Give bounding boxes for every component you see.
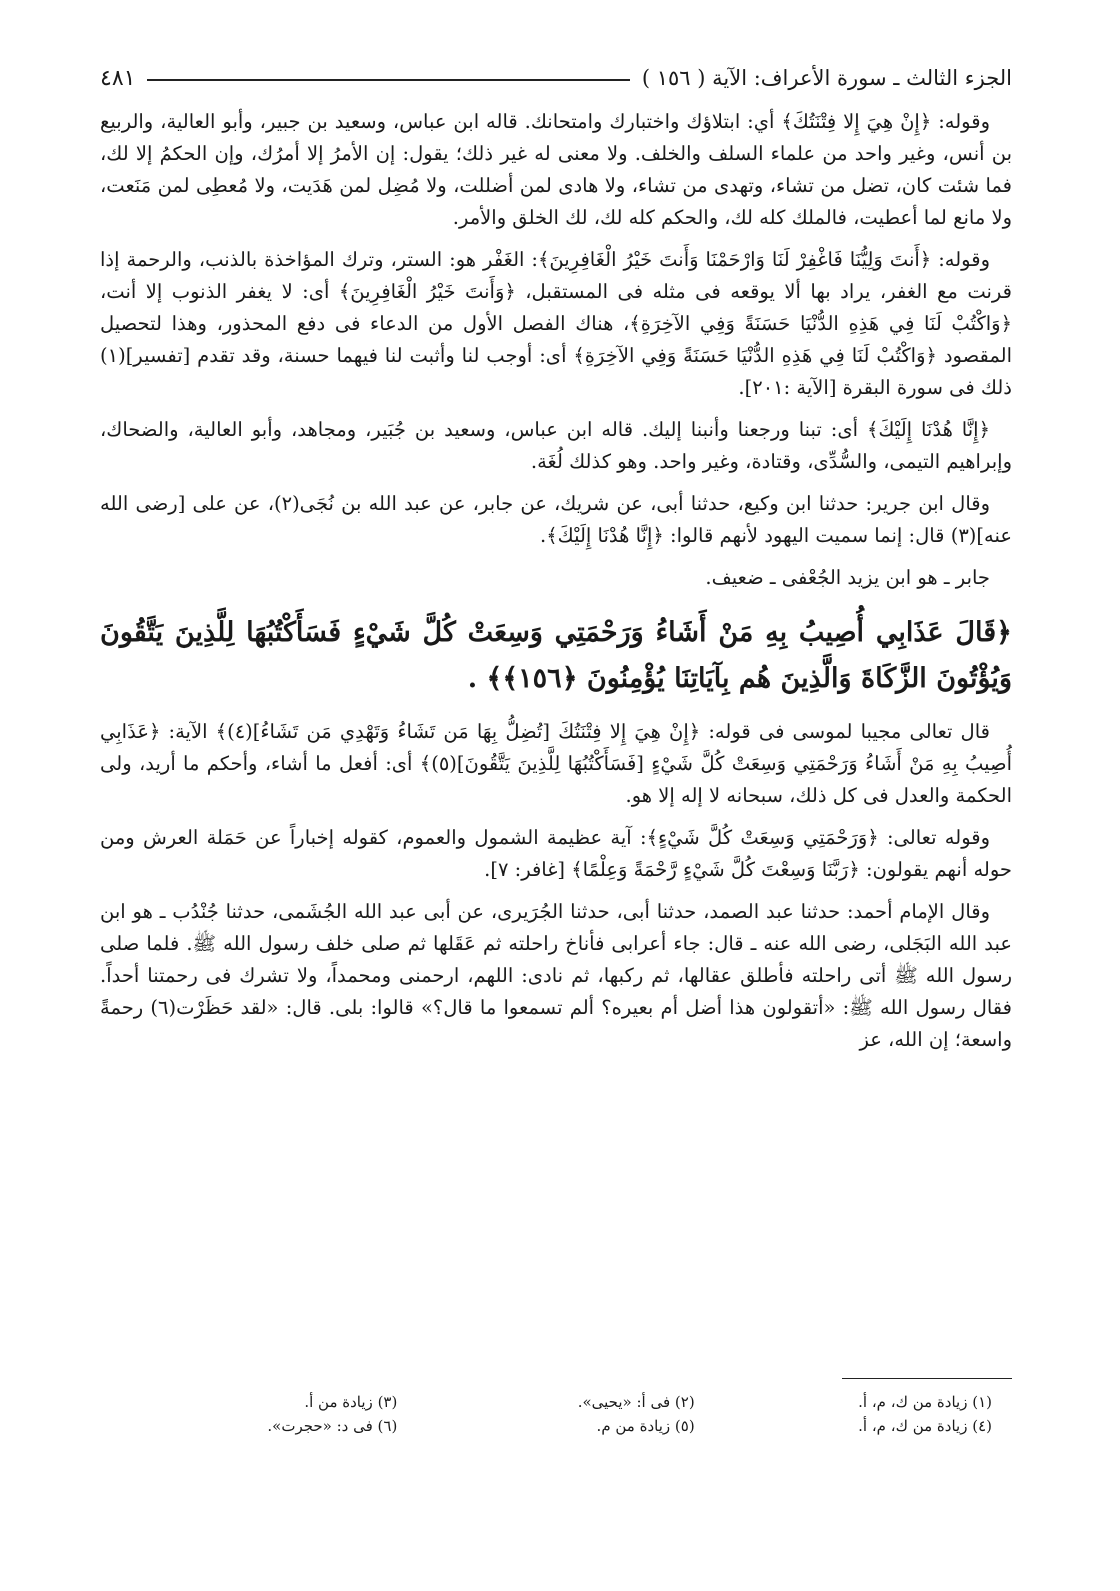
paragraph: جابر ـ هو ابن يزيد الجُعْفى ـ ضعيف. [705, 566, 990, 589]
page-body [100, 106, 1012, 1056]
paragraph: وقال ابن جرير: حدثنا ابن وكيع، حدثنا أبى، عن شريك، عن جابر، عن عبد الله بن نُجَى(٢)، عن على [رضى الله عنه](٣) قال: إنما سميت اليهود لأنهم قالوا: ﴿إِنَّا هُدْنَا إِلَيْكَ﴾. [100, 492, 1012, 547]
footnote: (٤) زيادة من ك، م، أ. [858, 1417, 992, 1435]
running-title: الجزء الثالث ـ سورة الأعراف: الآية ( ١٥٦ ) [641, 66, 1012, 90]
header-rule [147, 79, 629, 81]
paragraph: ﴿إِنَّا هُدْنَا إِلَيْكَ﴾ أى: تبنا ورجعنا وأنبنا إليك. قاله ابن عباس، وسعيد بن جُبَير، ومجاهد، وأبو العالية، والضحاك، وإبراهيم التيمى، والسُّدِّى، وقتادة، وغير واحد. وهو كذلك لُغَة. [100, 418, 1012, 473]
footnote-list [100, 1393, 1012, 1435]
footnote: (٣) زيادة من أ. [304, 1393, 398, 1411]
footnote: (٦) فى د: «حجرت». [267, 1417, 398, 1435]
page-header [100, 58, 1012, 98]
paragraph: وقال الإمام أحمد: حدثنا عبد الصمد، حدثنا أبى، حدثنا الجُرَيرى، عن أبى عبد الله الجُشَمى، حدثنا جُنْدُب ـ هو ابن عبد الله البَجَلى، رضى الله عنه ـ قال: جاء أعرابى فأناخ راحلته ثم عَقَلها ثم صلى خلف رسول الله ﷺ. فلما صلى رسول الله ﷺ أتى راحلته فأطلق عقالها، ثم ركبها، ثم نادى: اللهم، ارحمنى ومحمداً، ولا تشرك فى رحمتنا أحداً. فقال رسول الله ﷺ: «أتقولون هذا أضل أم بعيره؟ ألم تسمعوا ما قال؟» قالوا: بلى. قال: «لقد حَظَرْت(٦) رحمةً واسعة؛ إن الله، عز [100, 900, 1012, 1051]
paragraph: قال تعالى مجيبا لموسى فى قوله: ﴿إِنْ هِيَ إِلا فِتْنَتُكَ [تُضِلُّ بِهَا مَن تَشَاءُ وَتَهْدِي مَن تَشَاءُ](٤)﴾ الآية: ﴿عَذَابِي أُصِيبُ بِهِ مَنْ أَشَاءُ وَرَحْمَتِي وَسِعَتْ كُلَّ شَيْءٍ [فَسَأَكْتُبُهَا لِلَّذِينَ يَتَّقُونَ](٥)﴾ أى: أفعل ما أشاء، وأحكم ما أريد، ولى الحكمة والعدل فى كل ذلك، سبحانه لا إله إلا هو. [100, 720, 1012, 807]
footnote: (٥) زيادة من م. [596, 1417, 695, 1435]
page-number: ٤٨١ [100, 65, 136, 91]
footnote: (١) زيادة من ك، م، أ. [858, 1393, 992, 1411]
footnotes [100, 1378, 1012, 1435]
quran-verse: ﴿قَالَ عَذَابِي أُصِيبُ بِهِ مَنْ أَشَاءُ وَرَحْمَتِي وَسِعَتْ كُلَّ شَيْءٍ فَسَأَكْتُبُهَا لِلَّذِينَ يَتَّقُونَ وَيُؤْتُونَ الزَّكَاةَ وَالَّذِينَ هُم بِآيَاتِنَا يُؤْمِنُونَ ﴿١٥٦﴾﴾ . [100, 617, 1012, 694]
footnote-rule [842, 1378, 1012, 1379]
paragraph: وقوله تعالى: ﴿وَرَحْمَتِي وَسِعَتْ كُلَّ شَيْءٍ﴾: آية عظيمة الشمول والعموم، كقوله إخباراً عن حَمَلة العرش ومن حوله أنهم يقولون: ﴿رَبَّنَا وَسِعْتَ كُلَّ شَيْءٍ رَّحْمَةً وَعِلْمًا﴾ [غافر: ٧]. [100, 826, 1012, 881]
paragraph: وقوله: ﴿أَنتَ وَلِيُّنَا فَاغْفِرْ لَنَا وَارْحَمْنَا وَأَنتَ خَيْرُ الْغَافِرِينَ﴾: الغَفْر هو: الستر، وترك المؤاخذة بالذنب، والرحمة إذا قرنت مع الغفر، يراد بها ألا يوقعه فى مثله فى المستقبل، ﴿وَأَنتَ خَيْرُ الْغَافِرِينَ﴾ أى: لا يغفر الذنوب إلا أنت، ﴿وَاكْتُبْ لَنَا فِي هَذِهِ الدُّنْيَا حَسَنَةً وَفِي الآخِرَةِ﴾، هناك الفصل الأول من الدعاء فى دفع المحذور، وهذا لتحصيل المقصود ﴿وَاكْتُبْ لَنَا فِي هَذِهِ الدُّنْيَا حَسَنَةً وَفِي الآخِرَةِ﴾ أى: أوجب لنا وأثبت لنا فيهما حسنة، وقد تقدم [تفسير](١) ذلك فى سورة البقرة [الآية :٢٠١]. [100, 248, 1012, 399]
paragraph: وقوله: ﴿إِنْ هِيَ إِلا فِتْنَتُكَ﴾ أي: ابتلاؤك واختبارك وامتحانك. قاله ابن عباس، وسعيد بن جبير، وأبو العالية، والربيع بن أنس، وغير واحد من علماء السلف والخلف. ولا معنى له غير ذلك؛ يقول: إن الأمرُ إلا أمرُك، وإن الحكمُ إلا لك، فما شئت كان، تضل من تشاء، وتهدى من تشاء، ولا هادى لمن أضللت، ولا مُضِل لمن هَدَيت، ولا مُعطِى لمن مَنَعت، ولا مانع لما أعطيت، فالملك كله لك، والحكم كله لك، لك الخلق والأمر. [100, 110, 1012, 229]
footnote: (٢) فى أ: «يحيى». [577, 1393, 695, 1411]
